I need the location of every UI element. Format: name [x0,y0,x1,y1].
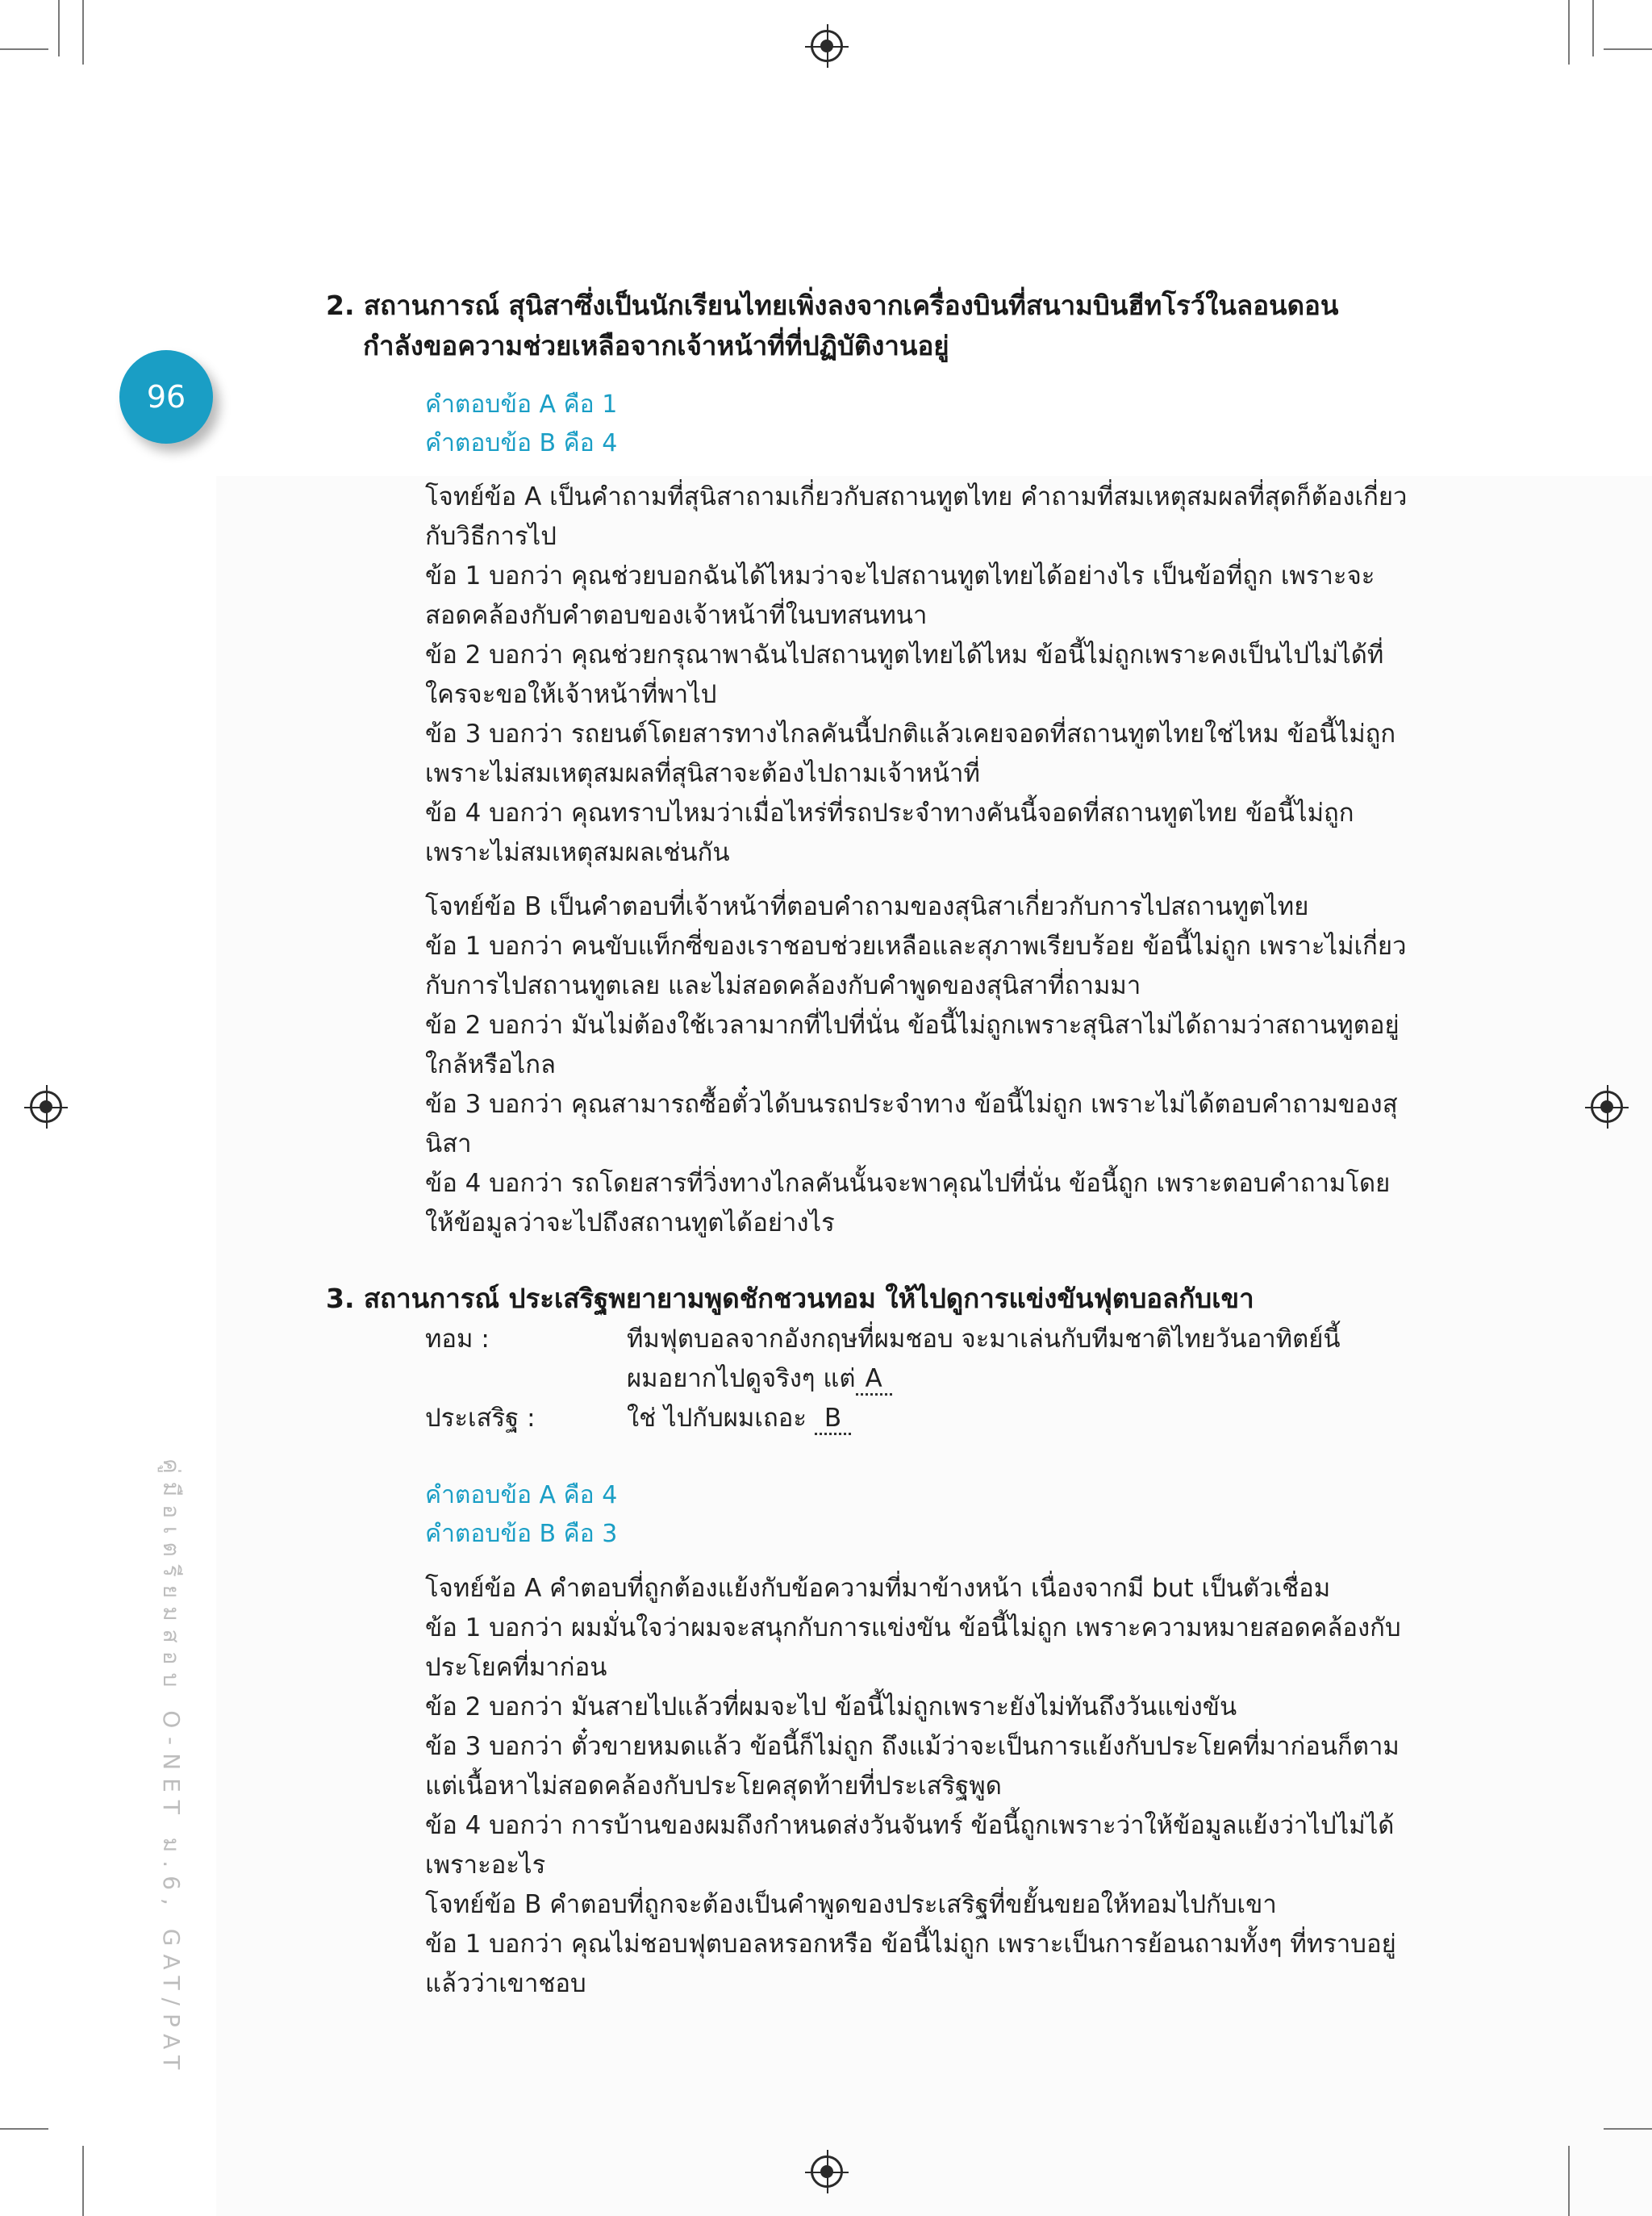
paragraph: ข้อ 4 บอกว่า การบ้านของผมถึงกำหนดส่งวันจันทร์ ข้อนี้ถูกเพราะว่าให้ข้อมูลแย้งว่าไปไม่ได้เพราะอะไร [425,1811,1395,1880]
answer-a: คำตอบข้อ A คือ 1 [425,390,618,419]
blank-b: B [815,1404,851,1435]
paragraph: ข้อ 3 บอกว่า รถยนต์โดยสารทางไกลคันนี้ปกติแล้วเคยจอดที่สถานทูตไทยใช่ไหม ข้อนี้ไม่ถูก เพราะไม่สมเหตุสมผลที่สุนิสาจะต้องไปถามเจ้าหน้าที่ [425,720,1396,788]
answer-b: คำตอบข้อ B คือ 3 [425,1520,618,1548]
crop-mark [58,0,60,56]
crop-mark [1604,48,1652,50]
paragraph: ข้อ 3 บอกว่า ตั๋วขายหมดแล้ว ข้อนี้ก็ไม่ถูก ถึงแม้ว่าจะเป็นการแย้งกับประโยคที่มาก่อนก็ตาม แต่เนื้อหาไม่สอดคล้องกับประโยคสุดท้ายที่ประเสริฐพูด [425,1732,1400,1801]
question-2-heading [326,286,1338,366]
question-3-heading [326,1279,1254,1319]
crop-mark [0,48,48,50]
paragraph: ข้อ 1 บอกว่า ผมมั่นใจว่าผมจะสนุกกับการแข่งขัน ข้อนี้ไม่ถูก เพราะความหมายสอดคล้องกับประโยคที่มาก่อน [425,1613,1401,1682]
crop-mark [1592,0,1594,56]
paragraph: ข้อ 3 บอกว่า คุณสามารถซื้อตั๋วได้บนรถประจำทาง ข้อนี้ไม่ถูก เพราะไม่ได้ตอบคำถามของสุนิสา [425,1090,1398,1158]
registration-mark-icon [30,1091,62,1123]
paragraph: ข้อ 1 บอกว่า คุณช่วยบอกฉันได้ไหมว่าจะไปสถานทูตไทยได้อย่างไร เป็นข้อที่ถูก เพราะจะสอดคล้องกับคำตอบของเจ้าหน้าที่ในบทสนทนา [425,561,1375,630]
question-number: 2. [326,290,355,321]
paragraph: ข้อ 1 บอกว่า คนขับแท็กซี่ของเราชอบช่วยเหลือและสุภาพเรียบร้อย ข้อนี้ไม่ถูก เพราะไม่เกี่ยวกับการไปสถานทูตเลย และไม่สอดคล้องกับคำพูดของสุนิสาที่ถามมา [425,932,1407,1000]
dialogue-line: ทีมฟุตบอลจากอังกฤษที่ผมชอบ จะมาเล่นกับทีมชาติไทยวันอาทิตย์นี้ [627,1325,1341,1354]
paragraph: โจทย์ข้อ A เป็นคำถามที่สุนิสาถามเกี่ยวกับสถานทูตไทย คำถามที่สมเหตุสมผลที่สุดก็ต้องเกี่ยวกับวิธีการไป [425,482,1408,551]
crop-mark [0,2128,48,2130]
crop-mark [1568,0,1570,65]
paragraph: ข้อ 2 บอกว่า คุณช่วยกรุณาพาฉันไปสถานทูตไทยได้ไหม ข้อนี้ไม่ถูกเพราะคงเป็นไปไม่ได้ที่ใครจะขอให้เจ้าหน้าที่พาไป [425,641,1384,709]
answer-b: คำตอบข้อ B คือ 4 [425,429,618,457]
explanation-b [425,887,1413,1243]
explanation-q3 [425,1569,1413,2004]
registration-mark-icon [1591,1091,1623,1123]
paragraph: โจทย์ข้อ A คำตอบที่ถูกต้องแย้งกับข้อความที่มาข้างหน้า เนื่องจากมี but เป็นตัวเชื่อม [425,1574,1331,1603]
crop-mark [1604,2128,1652,2130]
page-number-badge: 96 [119,350,213,444]
blank-a: A [856,1364,892,1396]
paragraph: ข้อ 1 บอกว่า คุณไม่ชอบฟุตบอลหรอกหรือ ข้อนี้ไม่ถูก เพราะเป็นการย้อนถามทั้งๆ ที่ทราบอยู่แล้วว่าเขาชอบ [425,1930,1396,1998]
dialogue-text: ใช่ ไปกับผมเถอะ [627,1404,807,1433]
heading-text: สถานการณ์ ประเสริฐพยายามพูดชักชวนทอม ให้ไปดูการแข่งขันฟุตบอลกับเขา [364,1283,1254,1314]
explanation-a [425,478,1413,873]
crop-mark [82,0,84,65]
dialogue-line [627,1399,851,1438]
registration-mark-icon [811,2155,843,2188]
dialogue-line [627,1359,892,1399]
dialogue-text: ผมอยากไปดูจริงๆ แต่ [627,1364,856,1393]
side-running-title: คู่มือเตรียมสอบ O-NET ม.6, GAT/PAT [158,1459,185,2078]
heading-text: สถานการณ์ สุนิสาซึ่งเป็นนักเรียนไทยเพิ่งลงจากเครื่องบินที่สนามบินฮีทโรว์ในลอนดอน [364,290,1339,321]
paragraph: ข้อ 4 บอกว่า รถโดยสารที่วิ่งทางไกลคันนั้นจะพาคุณไปที่นั่น ข้อนี้ถูก เพราะตอบคำถามโดยให้ข้อมูลว่าจะไปถึงสถานทูตได้อย่างไร [425,1169,1391,1237]
heading-text: กำลังขอความช่วยเหลือจากเจ้าหน้าที่ที่ปฏิบัติงานอยู่ [363,330,949,361]
paragraph: โจทย์ข้อ B คำตอบที่ถูกจะต้องเป็นคำพูดของประเสริฐที่ขยั้นขยอให้ทอมไปกับเขา [425,1890,1277,1919]
crop-mark [1568,2146,1570,2216]
registration-mark-icon [811,30,843,62]
crop-mark [82,2146,84,2216]
question-number: 3. [326,1283,355,1314]
paragraph: ข้อ 2 บอกว่า มันไม่ต้องใช้เวลามากที่ไปที่นั่น ข้อนี้ไม่ถูกเพราะสุนิสาไม่ได้ถามว่าสถานทูตอยู่ใกล้หรือไกล [425,1011,1400,1079]
paragraph: โจทย์ข้อ B เป็นคำตอบที่เจ้าหน้าที่ตอบคำถามของสุนิสาเกี่ยวกับการไปสถานทูตไทย [425,892,1309,921]
answer-a: คำตอบข้อ A คือ 4 [425,1481,618,1509]
paragraph: ข้อ 4 บอกว่า คุณทราบไหมว่าเมื่อไหร่ที่รถประจำทางคันนี้จอดที่สถานทูตไทย ข้อนี้ไม่ถูก เพราะไม่สมเหตุสมผลเช่นกัน [425,799,1354,867]
speaker-label: ประเสริฐ : [425,1404,536,1433]
paragraph: ข้อ 2 บอกว่า มันสายไปแล้วที่ผมจะไป ข้อนี้ไม่ถูกเพราะยังไม่ทันถึงวันแข่งขัน [425,1692,1237,1721]
speaker-label: ทอม : [425,1325,490,1354]
